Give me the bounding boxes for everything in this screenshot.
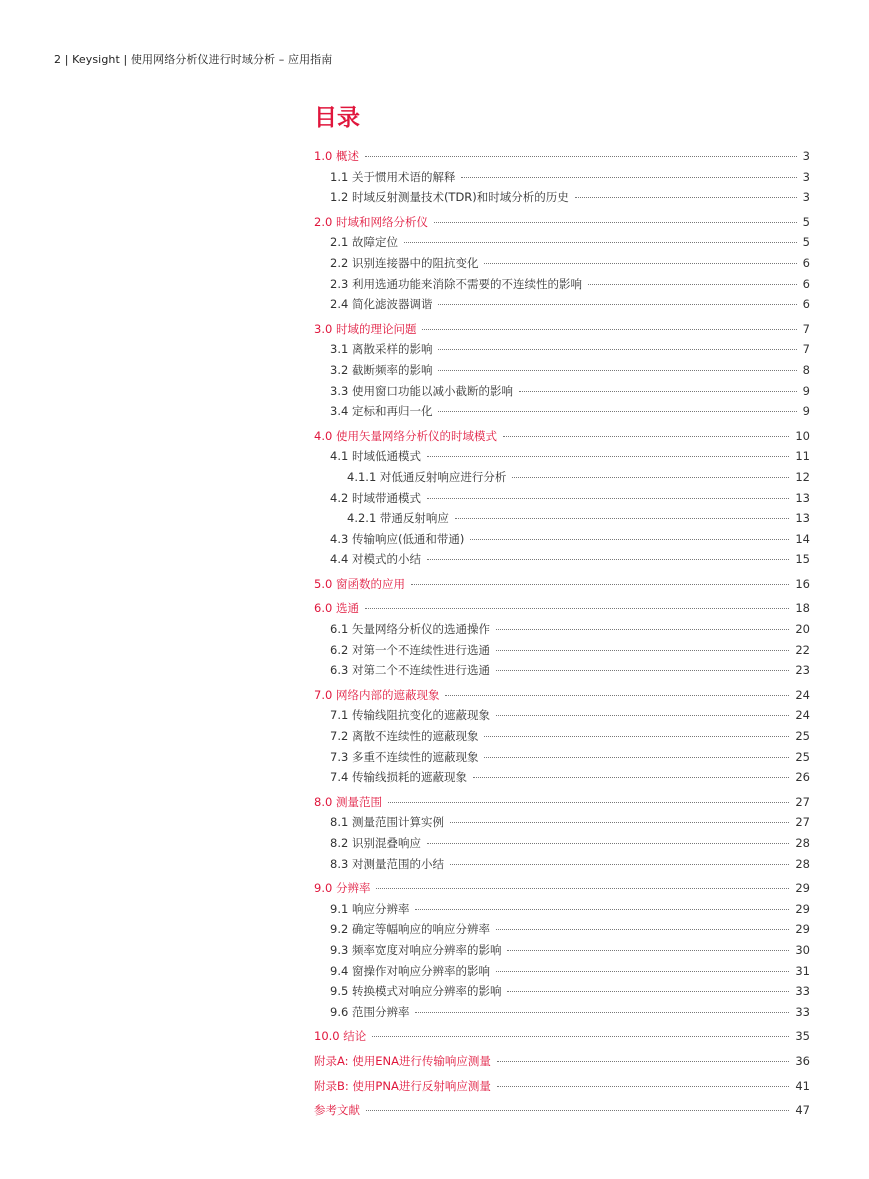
toc-leader-dots (461, 177, 796, 178)
toc-section (314, 1100, 810, 1121)
toc-section-heading[interactable] (314, 685, 810, 706)
toc-entry[interactable] (314, 961, 810, 982)
toc-leader-dots (484, 757, 789, 758)
toc-page-number: 5 (802, 235, 810, 250)
toc-page-number: 14 (795, 531, 810, 546)
toc-leader-dots (484, 263, 796, 264)
toc-entry[interactable] (314, 854, 810, 875)
toc-page-number: 29 (795, 901, 810, 916)
toc-leader-dots (496, 715, 789, 716)
toc-leader-dots (411, 584, 789, 585)
toc-leader-dots (366, 1110, 789, 1111)
toc-page-number: 20 (795, 622, 810, 637)
toc-entry[interactable] (314, 167, 810, 188)
toc-leader-dots (365, 608, 789, 609)
toc-page-number: 8 (802, 362, 810, 377)
toc-leader-dots (503, 436, 789, 437)
toc-entry-label: 2.0 时域和网络分析仪 (314, 214, 428, 229)
toc-leader-dots (496, 971, 789, 972)
toc-section (314, 574, 810, 595)
toc-entry-label: 8.3 对测量范围的小结 (330, 856, 444, 871)
toc-leader-dots (376, 888, 789, 889)
toc-leader-dots (470, 539, 789, 540)
toc-entry[interactable] (314, 401, 810, 422)
toc-entry-label: 7.3 多重不连续性的遮蔽现象 (330, 749, 479, 764)
toc-entry-label: 5.0 窗函数的应用 (314, 576, 405, 591)
toc-page-number: 6 (802, 255, 810, 270)
toc-page-number: 25 (795, 729, 810, 744)
toc-page-number: 5 (802, 214, 810, 229)
toc-page-number: 33 (795, 1004, 810, 1019)
toc-entry[interactable] (314, 467, 810, 488)
toc-entry[interactable] (314, 619, 810, 640)
toc-page-number: 41 (795, 1078, 810, 1093)
toc-section (314, 792, 810, 874)
toc-section (314, 685, 810, 788)
toc-entry-label: 6.0 选通 (314, 601, 359, 616)
toc-entry[interactable] (314, 1002, 810, 1023)
toc-leader-dots (588, 284, 797, 285)
toc-leader-dots (427, 498, 789, 499)
toc-entry-label: 4.3 传输响应(低通和带通) (330, 531, 465, 546)
toc-entry[interactable] (314, 360, 810, 381)
toc-section-heading[interactable] (314, 212, 810, 233)
toc-page-number: 13 (795, 511, 810, 526)
toc-leader-dots (422, 329, 796, 330)
toc-entry[interactable] (314, 232, 810, 253)
toc-entry-label: 3.3 使用窗口功能以减小截断的影响 (330, 383, 513, 398)
toc-entry[interactable] (314, 705, 810, 726)
toc-entry[interactable] (314, 381, 810, 402)
toc-entry[interactable] (314, 899, 810, 920)
toc-entry[interactable] (314, 508, 810, 529)
toc-page-number: 9 (802, 383, 810, 398)
toc-leader-dots (434, 222, 797, 223)
toc-entry[interactable] (314, 446, 810, 467)
toc-section-heading[interactable] (314, 1100, 810, 1121)
toc-entry[interactable] (314, 833, 810, 854)
toc-entry-label: 7.4 传输线损耗的遮蔽现象 (330, 770, 467, 785)
toc-page-number: 30 (795, 942, 810, 957)
toc-entry-label: 10.0 结论 (314, 1029, 367, 1044)
toc-entry-label: 9.0 分辨率 (314, 881, 371, 896)
toc-entry[interactable] (314, 253, 810, 274)
toc-entry[interactable] (314, 812, 810, 833)
toc-entry[interactable] (314, 488, 810, 509)
running-head: 2 | Keysight | 使用网络分析仪进行时域分析 – 应用指南 (54, 53, 333, 66)
toc-section (314, 212, 810, 315)
toc-leader-dots (450, 822, 789, 823)
toc-page-number: 7 (802, 342, 810, 357)
toc-page-number: 3 (802, 190, 810, 205)
toc-entry-label: 4.1 时域低通模式 (330, 449, 421, 464)
toc-leader-dots (473, 777, 789, 778)
toc-leader-dots (496, 929, 789, 930)
toc-entry[interactable] (314, 940, 810, 961)
toc-page-number: 28 (795, 836, 810, 850)
toc-leader-dots (519, 391, 797, 392)
toc-page-number: 3 (802, 149, 810, 163)
toc-entry-label: 2.2 识别连接器中的阻抗变化 (330, 255, 479, 270)
toc-section-heading[interactable] (314, 574, 810, 595)
toc-entry-label: 2.4 简化滤波器调谐 (330, 297, 433, 312)
toc-entry-label: 附录A: 使用ENA进行传输响应测量 (314, 1053, 491, 1068)
toc-section-heading[interactable] (314, 792, 810, 813)
toc-entry-label: 7.1 传输线阻抗变化的遮蔽现象 (330, 708, 490, 723)
toc-page-number: 23 (795, 663, 810, 678)
toc-entry[interactable] (314, 660, 810, 681)
toc-page-number: 18 (795, 601, 810, 616)
toc-entry-label: 7.2 离散不连续性的遮蔽现象 (330, 729, 479, 744)
toc-leader-dots (507, 991, 789, 992)
toc-leader-dots (427, 843, 789, 844)
toc-section (314, 1026, 810, 1047)
toc-leader-dots (438, 304, 796, 305)
toc-section (314, 1076, 810, 1097)
toc-leader-dots (427, 456, 789, 457)
toc-page-number: 35 (795, 1029, 810, 1044)
toc-page-number: 25 (795, 749, 810, 764)
toc-leader-dots (497, 1061, 789, 1062)
toc-section (314, 426, 810, 570)
toc-entry-label: 1.0 概述 (314, 149, 359, 163)
toc-leader-dots (438, 349, 796, 350)
table-of-contents (314, 104, 810, 1125)
toc-entry-label: 4.1.1 对低通反射响应进行分析 (347, 469, 507, 484)
toc-section-heading[interactable] (314, 146, 810, 167)
toc-leader-dots (496, 670, 789, 671)
toc-page-number: 3 (802, 169, 810, 184)
toc-entry[interactable] (314, 919, 810, 940)
toc-page-number: 15 (795, 552, 810, 567)
toc-entry-label: 4.0 使用矢量网络分析仪的时域模式 (314, 428, 497, 443)
toc-entry-label: 6.2 对第一个不连续性进行选通 (330, 642, 490, 657)
toc-leader-dots (497, 1086, 790, 1087)
toc-page-number: 36 (795, 1053, 810, 1068)
toc-entry[interactable] (314, 747, 810, 768)
toc-entry-label: 8.1 测量范围计算实例 (330, 815, 444, 830)
toc-entries (314, 146, 810, 1121)
toc-section-heading[interactable] (314, 1051, 810, 1072)
toc-entry[interactable] (314, 726, 810, 747)
toc-entry[interactable] (314, 274, 810, 295)
toc-entry[interactable] (314, 767, 810, 788)
toc-leader-dots (438, 411, 796, 412)
toc-leader-dots (438, 370, 796, 371)
toc-entry-label: 4.2 时域带通模式 (330, 490, 421, 505)
toc-page-number: 29 (795, 881, 810, 896)
toc-entry-label: 8.0 测量范围 (314, 794, 382, 809)
toc-entry-label: 7.0 网络内部的遮蔽现象 (314, 687, 440, 702)
toc-section-heading[interactable] (314, 1026, 810, 1047)
toc-section (314, 878, 810, 1022)
toc-leader-dots (575, 197, 797, 198)
toc-leader-dots (455, 518, 789, 519)
toc-entry-label: 9.2 确定等幅响应的响应分辨率 (330, 922, 490, 937)
toc-page-number: 16 (795, 576, 810, 591)
toc-entry-label: 1.1 关于惯用术语的解释 (330, 169, 456, 184)
toc-section (314, 146, 810, 208)
toc-page-number: 24 (795, 708, 810, 723)
toc-entry-label: 3.2 截断频率的影响 (330, 362, 433, 377)
toc-page-number: 27 (795, 815, 810, 830)
toc-entry[interactable] (314, 339, 810, 360)
toc-entry-label: 9.6 范围分辨率 (330, 1004, 410, 1019)
toc-page-number: 22 (795, 642, 810, 657)
toc-entry-label: 9.1 响应分辨率 (330, 901, 410, 916)
toc-leader-dots (388, 802, 789, 803)
toc-leader-dots (445, 695, 789, 696)
toc-entry-label: 2.3 利用选通功能来消除不需要的不连续性的影响 (330, 276, 582, 291)
toc-page-number: 31 (795, 963, 810, 978)
toc-entry-label: 参考文献 (314, 1103, 360, 1118)
toc-page-number: 29 (795, 922, 810, 937)
toc-entry-label: 6.3 对第二个不连续性进行选通 (330, 663, 490, 678)
toc-section-heading[interactable] (314, 1076, 810, 1097)
toc-title: 目录 (314, 105, 360, 131)
toc-leader-dots (496, 629, 789, 630)
toc-page-number: 47 (795, 1103, 810, 1118)
toc-leader-dots (365, 156, 797, 157)
toc-entry[interactable] (314, 187, 810, 208)
toc-leader-dots (415, 909, 789, 910)
toc-leader-dots (496, 650, 789, 651)
toc-section-heading[interactable] (314, 598, 810, 619)
toc-entry-label: 9.3 频率宽度对响应分辨率的影响 (330, 942, 502, 957)
toc-leader-dots (404, 242, 797, 243)
toc-entry-label: 4.4 对模式的小结 (330, 552, 421, 567)
toc-leader-dots (415, 1012, 789, 1013)
toc-entry[interactable] (314, 981, 810, 1002)
toc-entry[interactable] (314, 529, 810, 550)
toc-page-number: 9 (802, 404, 810, 419)
toc-section (314, 598, 810, 680)
toc-entry-label: 4.2.1 带通反射响应 (347, 511, 449, 526)
toc-leader-dots (507, 950, 789, 951)
toc-page-number: 33 (795, 984, 810, 999)
toc-leader-dots (427, 559, 789, 560)
toc-page-number: 10 (795, 428, 810, 443)
toc-section-heading[interactable] (314, 878, 810, 899)
toc-page-number: 6 (802, 276, 810, 291)
toc-entry[interactable] (314, 549, 810, 570)
toc-entry-label: 3.4 定标和再归一化 (330, 404, 433, 419)
toc-entry-label: 8.2 识别混叠响应 (330, 836, 421, 850)
toc-section-heading[interactable] (314, 319, 810, 340)
toc-section-heading[interactable] (314, 426, 810, 447)
toc-entry-label: 3.1 离散采样的影响 (330, 342, 433, 357)
toc-page-number: 6 (802, 297, 810, 312)
toc-entry[interactable] (314, 640, 810, 661)
toc-page-number: 24 (795, 687, 810, 702)
toc-entry-label: 2.1 故障定位 (330, 235, 398, 250)
toc-page-number: 12 (795, 469, 810, 484)
toc-entry[interactable] (314, 294, 810, 315)
toc-leader-dots (512, 477, 789, 478)
toc-page-number: 13 (795, 490, 810, 505)
toc-entry-label: 附录B: 使用PNA进行反射响应测量 (314, 1078, 491, 1093)
toc-entry-label: 3.0 时域的理论问题 (314, 321, 417, 336)
toc-page-number: 7 (802, 321, 810, 336)
toc-section (314, 1051, 810, 1072)
toc-page-number: 27 (795, 794, 810, 809)
toc-page-number: 26 (795, 770, 810, 785)
toc-leader-dots (372, 1036, 789, 1037)
toc-page-number: 11 (795, 449, 810, 464)
toc-entry-label: 9.4 窗操作对响应分辨率的影响 (330, 963, 490, 978)
toc-section (314, 319, 810, 422)
toc-page-number: 28 (795, 856, 810, 871)
toc-leader-dots (484, 736, 789, 737)
toc-leader-dots (450, 864, 789, 865)
toc-entry-label: 1.2 时域反射测量技术(TDR)和时域分析的历史 (330, 190, 569, 205)
toc-entry-label: 9.5 转换模式对响应分辨率的影响 (330, 984, 502, 999)
toc-entry-label: 6.1 矢量网络分析仪的选通操作 (330, 622, 490, 637)
